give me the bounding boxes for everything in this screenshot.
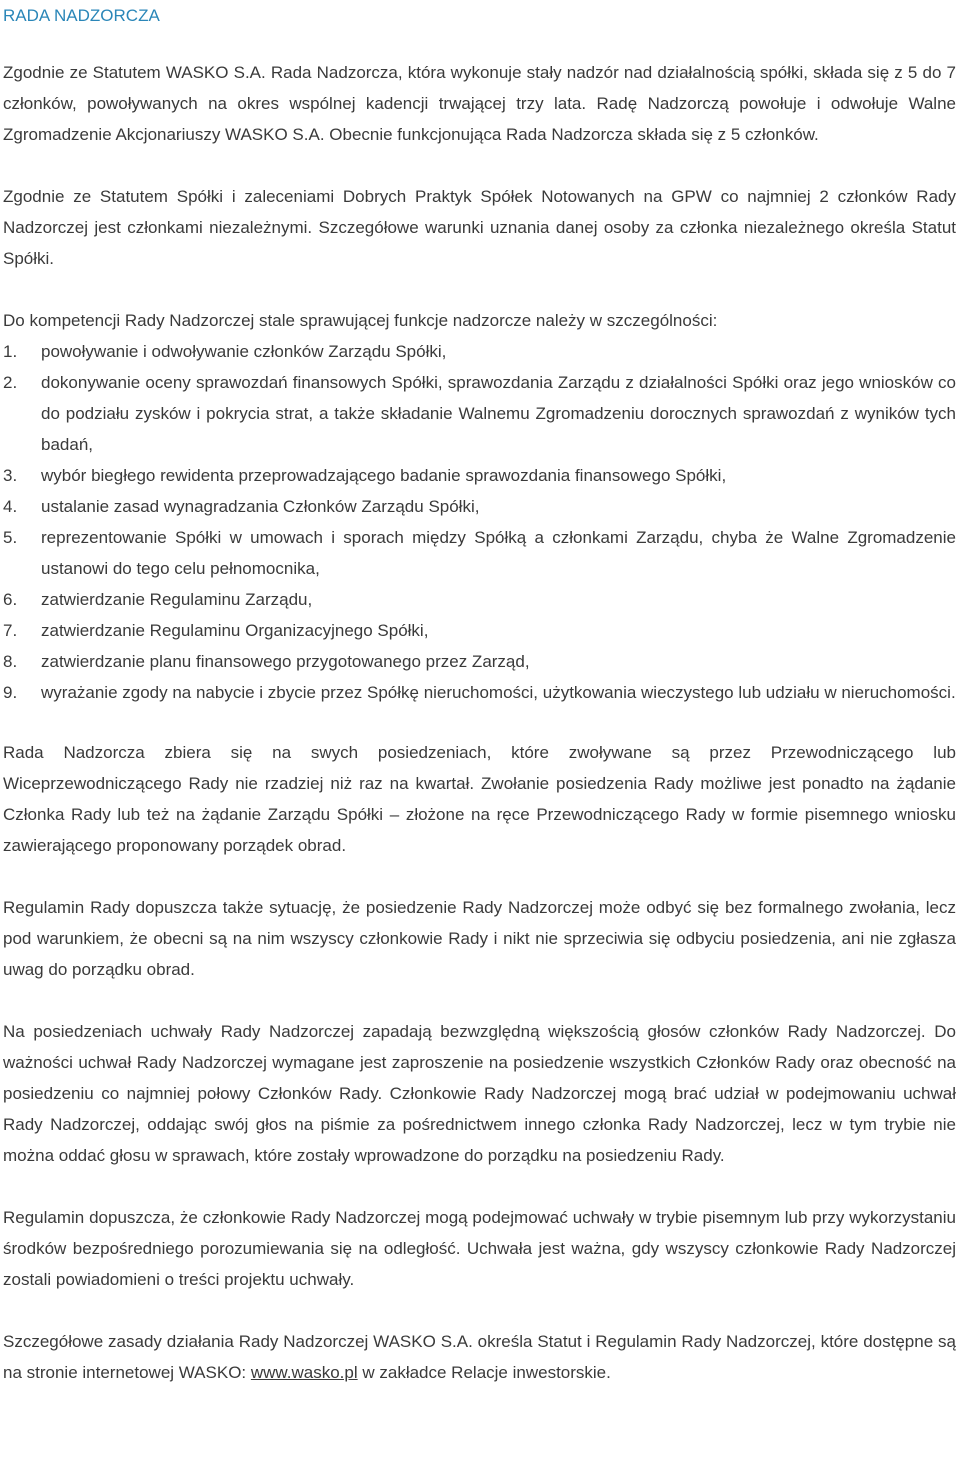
list-item bbox=[3, 615, 956, 646]
list-item-text: wyrażanie zgody na nabycie i zbycie przez Spółkę nieruchomości, użytkowania wieczystego lub udziału w nieruchomości. bbox=[41, 683, 956, 702]
list-item-number: 6. bbox=[3, 590, 18, 609]
list-item-number: 2. bbox=[3, 373, 18, 392]
list-item bbox=[3, 677, 956, 708]
list-item-text: wybór biegłego rewidenta przeprowadzającego badanie sprawozdania finansowego Spółki, bbox=[41, 466, 727, 485]
list-item bbox=[3, 367, 956, 460]
wasko-website-link[interactable]: www.wasko.pl bbox=[250, 1363, 358, 1382]
rules-info-text-end: w zakładce Relacje inwestorskie. bbox=[357, 1363, 611, 1382]
list-item-text: dokonywanie oceny sprawozdań finansowych Spółki, sprawozdania Zarządu z działalności Spółki oraz jego wniosków co do podziału zysków i pokrycia strat, a także składanie Walnemu Zgromadzeniu dorocznych sprawozdań z wyników tych badań, bbox=[41, 373, 956, 454]
list-item-text: zatwierdzanie Regulaminu Zarządu, bbox=[41, 590, 313, 609]
paragraph-independence: Zgodnie ze Statutem Spółki i zaleceniami Dobrych Praktyk Spółek Notowanych na GPW co najmniej 2 członków Rady Nadzorczej jest członkami niezależnymi. Szczegółowe warunki uznania danej osoby za członka niezależnego określa Statut Spółki. bbox=[3, 187, 956, 268]
list-item-number: 7. bbox=[3, 621, 18, 640]
paragraph-meetings: Rada Nadzorcza zbiera się na swych posiedzeniach, które zwoływane są przez Przewodniczącego lub Wiceprzewodniczącego Rady nie rzadziej niż raz na kwartał. Zwołanie posiedzenia Rady możliwe jest ponadto na żądanie Członka Rady lub też na żądanie Zarządu Spółki – złożone na ręce Przewodniczącego Rady w formie pisemnego wniosku zawierającego proponowany porządek obrad. bbox=[3, 743, 956, 855]
competence-list bbox=[3, 336, 956, 708]
list-item-text: ustalanie zasad wynagradzania Członków Zarządu Spółki, bbox=[41, 497, 480, 516]
paragraph-written-mode: Regulamin dopuszcza, że członkowie Rady Nadzorczej mogą podejmować uchwały w trybie pisemnym lub przy wykorzystaniu środków bezpośredniego porozumiewania się na odległość. Uchwała jest ważna, gdy wszyscy członkowie Rady Nadzorczej zostali powiadomieni o treści projektu uchwały. bbox=[3, 1208, 956, 1289]
list-item bbox=[3, 336, 956, 367]
list-item-text: zatwierdzanie Regulaminu Organizacyjnego Spółki, bbox=[41, 621, 429, 640]
page-title: RADA NADZORCZA bbox=[3, 6, 160, 25]
paragraph-resolutions: Na posiedzeniach uchwały Rady Nadzorczej zapadają bezwzględną większością głosów członków Rady Nadzorczej. Do ważności uchwał Rady Nadzorczej wymagane jest zaproszenie na posiedzenie wszystkich Członków Rady oraz obecność na posiedzeniu co najmniej połowy Członków Rady. Członkowie Rady Nadzorczej mogą brać udział w podejmowaniu uchwał Rady Nadzorczej, oddając swój głos na piśmie za pośrednictwem innego członka Rady Nadzorczej, lecz w tym trybie nie można oddać głosu w sprawach, które zostały wprowadzone do porządku na posiedzeniu Rady. bbox=[3, 1022, 956, 1165]
paragraph-composition: Zgodnie ze Statutem WASKO S.A. Rada Nadzorcza, która wykonuje stały nadzór nad działalnością spółki, składa się z 5 do 7 członków, powoływanych na okres wspólnej kadencji trwającej trzy lata. Radę Nadzorczą powołuje i odwołuje Walne Zgromadzenie Akcjonariuszy WASKO S.A. Obecnie funkcjonująca Rada Nadzorcza składa się z 5 członków. bbox=[3, 63, 956, 144]
list-item bbox=[3, 491, 956, 522]
list-item bbox=[3, 646, 956, 677]
competence-intro: Do kompetencji Rady Nadzorczej stale sprawującej funkcje nadzorcze należy w szczególności: bbox=[3, 311, 718, 330]
list-item bbox=[3, 460, 956, 491]
paragraph-rules-info bbox=[3, 1326, 956, 1388]
rules-info-text: Szczegółowe zasady działania Rady Nadzorczej WASKO S.A. określa Statut i Regulamin Rady Nadzorczej, które dostępne są na stronie internetowej WASKO: bbox=[3, 1332, 956, 1382]
list-item-number: 3. bbox=[3, 466, 18, 485]
paragraph-meeting-without-convening: Regulamin Rady dopuszcza także sytuację, że posiedzenie Rady Nadzorczej może odbyć się bez formalnego zwołania, lecz pod warunkiem, że obecni są na nim wszyscy członkowie Rady i nikt nie sprzeciwia się odbyciu posiedzenia, ani nie zgłasza uwag do porządku obrad. bbox=[3, 898, 956, 979]
list-item-number: 8. bbox=[3, 652, 18, 671]
list-item bbox=[3, 522, 956, 584]
list-item-text: reprezentowanie Spółki w umowach i sporach między Spółką a członkami Zarządu, chyba że Walne Zgromadzenie ustanowi do tego celu pełnomocnika, bbox=[41, 528, 956, 578]
list-item-number: 9. bbox=[3, 683, 18, 702]
list-item-text: powoływanie i odwoływanie członków Zarządu Spółki, bbox=[41, 342, 447, 361]
list-item-number: 1. bbox=[3, 342, 18, 361]
list-item-number: 4. bbox=[3, 497, 18, 516]
list-item-number: 5. bbox=[3, 528, 18, 547]
list-item-text: zatwierdzanie planu finansowego przygotowanego przez Zarząd, bbox=[41, 652, 530, 671]
list-item bbox=[3, 584, 956, 615]
